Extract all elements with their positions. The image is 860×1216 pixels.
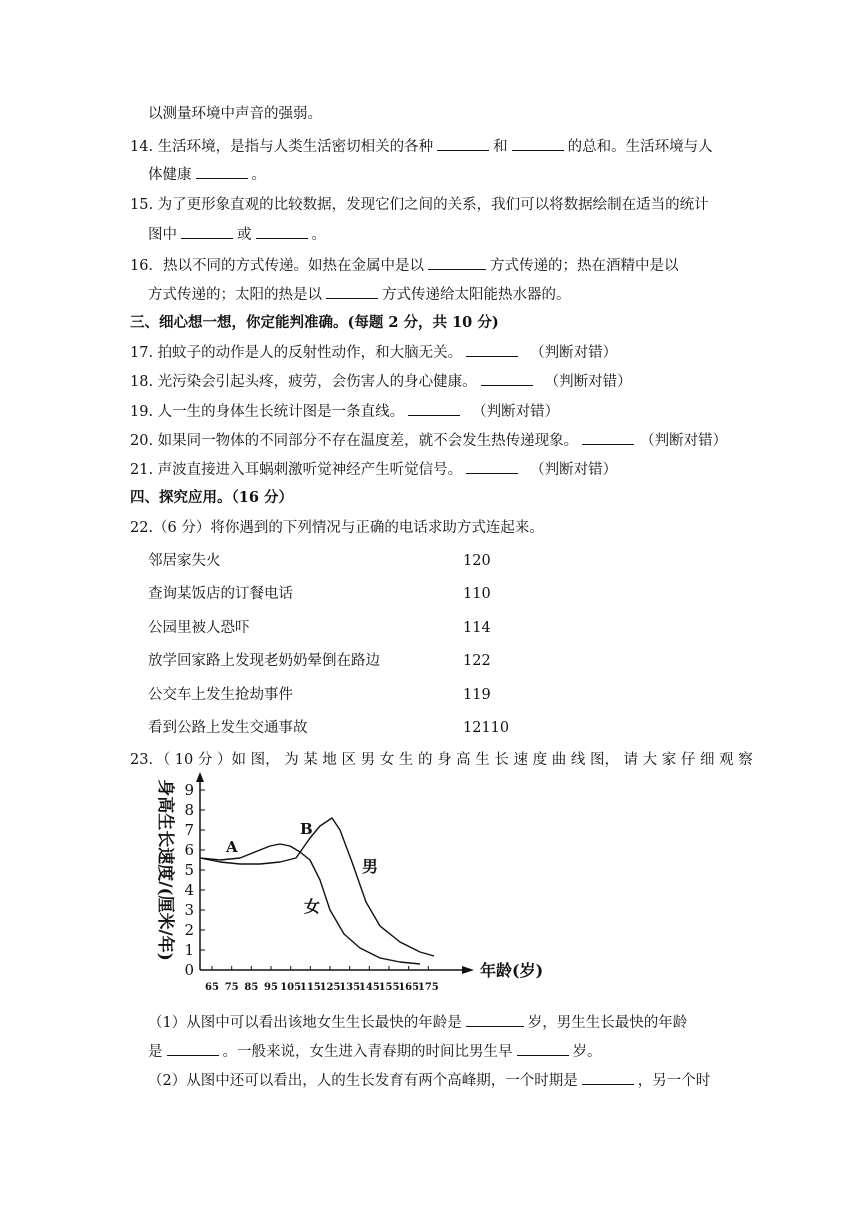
answer-blank[interactable] — [167, 1041, 219, 1056]
answer-blank[interactable] — [408, 401, 460, 416]
question-22: 22.（6 分）将你遇到的下列情况与正确的电话求助方式连起来。 — [130, 520, 544, 536]
y-tick-label: 4 — [184, 881, 194, 899]
situation-item[interactable]: 邻居家失火 — [148, 553, 221, 569]
y-tick-label: 7 — [184, 821, 194, 839]
answer-blank[interactable] — [517, 1041, 569, 1056]
series-label-female: 女 — [304, 897, 321, 916]
phone-number-item[interactable]: 12110 — [463, 720, 510, 736]
y-axis-arrow — [196, 772, 204, 782]
phone-number-item[interactable]: 122 — [463, 653, 491, 669]
y-tick-label: 2 — [184, 921, 194, 939]
answer-blank[interactable] — [196, 164, 248, 179]
phone-number-item[interactable]: 119 — [463, 687, 491, 703]
answer-blank[interactable] — [582, 430, 634, 445]
section-4-heading: 四、探究应用。（16 分） — [130, 489, 293, 506]
y-tick-label: 6 — [184, 841, 194, 859]
x-axis-arrow — [462, 966, 474, 974]
growth-speed-chart — [150, 770, 570, 1006]
y-tick-label: 5 — [184, 861, 194, 879]
answer-blank[interactable] — [582, 1070, 634, 1085]
x-tick-label: 95 — [264, 982, 278, 993]
question-23-part-1: （1）从图中可以看出该地女生生长最快的年龄是 岁，男生生长最快的年龄 — [148, 1012, 687, 1033]
x-tick-label: 75 — [224, 982, 239, 993]
phone-number-item[interactable]: 114 — [463, 620, 491, 636]
answer-blank[interactable] — [428, 255, 486, 270]
y-axis-label: 身高生长速度/(厘米/年) — [155, 779, 175, 961]
y-tick-label: 3 — [184, 901, 194, 919]
question-19: 19. 人一生的身体生长统计图是一条直线。 （判断对错） — [130, 401, 559, 422]
series-label-male: 男 — [362, 857, 379, 876]
x-tick-label: 115 — [299, 982, 321, 993]
phone-number-item[interactable]: 110 — [463, 586, 491, 602]
x-tick-label: 105 — [280, 982, 302, 993]
x-tick-label: 85 — [244, 982, 259, 993]
answer-blank[interactable] — [256, 224, 308, 239]
question-14-cont: 体健康 。 — [148, 164, 266, 185]
x-axis-label: 年龄(岁) — [480, 961, 544, 980]
question-23-part-2: （2）从图中还可以看出，人的生长发育有两个高峰期，一个时期是 ，另一个时 — [148, 1070, 710, 1091]
x-tick-label: 155 — [378, 982, 400, 993]
answer-blank[interactable] — [326, 284, 378, 299]
answer-blank[interactable] — [437, 136, 489, 151]
situation-item[interactable]: 查询某饭店的订餐电话 — [148, 586, 293, 602]
x-tick-label: 65 — [205, 982, 219, 993]
y-tick-label: 0 — [184, 961, 194, 979]
answer-blank[interactable] — [512, 136, 564, 151]
situation-item[interactable]: 公交车上发生抢劫事件 — [148, 687, 293, 703]
x-tick-label: 145 — [358, 982, 380, 993]
answer-blank[interactable] — [466, 459, 518, 474]
x-tick-label: 165 — [398, 982, 420, 993]
y-tick-label: 1 — [184, 941, 194, 959]
y-tick-label: 8 — [184, 801, 194, 819]
question-23-part-1-cont: 是 。一般来说，女生进入青春期的时间比男生早 岁。 — [148, 1041, 602, 1062]
question-21: 21. 声波直接进入耳蜗刺激听觉神经产生听觉信号。 （判断对错） — [130, 459, 617, 480]
x-tick-label: 175 — [417, 982, 439, 993]
question-14: 14. 生活环境，是指与人类生活密切相关的各种 和 的总和。生活环境与人 — [130, 136, 713, 157]
point-label-b: B — [300, 820, 313, 838]
x-tick-label: 135 — [339, 982, 361, 993]
phone-number-item[interactable]: 120 — [463, 553, 491, 569]
answer-blank[interactable] — [181, 224, 233, 239]
question-17: 17. 拍蚊子的动作是人的反射性动作，和大脑无关。 （判断对错） — [130, 342, 617, 363]
y-tick-label: 9 — [184, 781, 194, 799]
question-23: 23．（ 10 分 ）如 图， 为 某 地 区 男 女 生 的 身 高 生 长 速 度 曲 线 图， 请 大 家 仔 细 观 察 — [130, 752, 753, 768]
x-tick-label: 125 — [319, 982, 341, 993]
point-label-a: A — [226, 838, 238, 856]
question-15-cont: 图中 或 。 — [148, 224, 326, 245]
situation-item[interactable]: 放学回家路上发现老奶奶晕倒在路边 — [148, 653, 380, 669]
question-20: 20. 如果同一物体的不同部分不存在温度差，就不会发生热传递现象。 （判断对错） — [130, 430, 727, 451]
question-16: 16．热以不同的方式传递。如热在金属中是以 方式传递的；热在酒精中是以 — [130, 255, 678, 276]
question-18: 18. 光污染会引起头疼，疲劳，会伤害人的身心健康。 （判断对错） — [130, 371, 632, 392]
situation-item[interactable]: 公园里被人恐吓 — [148, 620, 250, 636]
answer-blank[interactable] — [481, 371, 533, 386]
section-3-heading: 三、细心想一想，你定能判准确。(每题 2 分，共 10 分) — [130, 314, 499, 331]
text-line: 以测量环境中声音的强弱。 — [148, 106, 322, 122]
answer-blank[interactable] — [466, 342, 518, 357]
question-15: 15. 为了更形象直观的比较数据，发现它们之间的关系，我们可以将数据绘制在适当的统计 — [130, 197, 709, 213]
situation-item[interactable]: 看到公路上发生交通事故 — [148, 720, 308, 736]
answer-blank[interactable] — [466, 1012, 524, 1027]
question-16-cont: 方式传递的；太阳的热是以 方式传递给太阳能热水器的。 — [148, 284, 571, 305]
